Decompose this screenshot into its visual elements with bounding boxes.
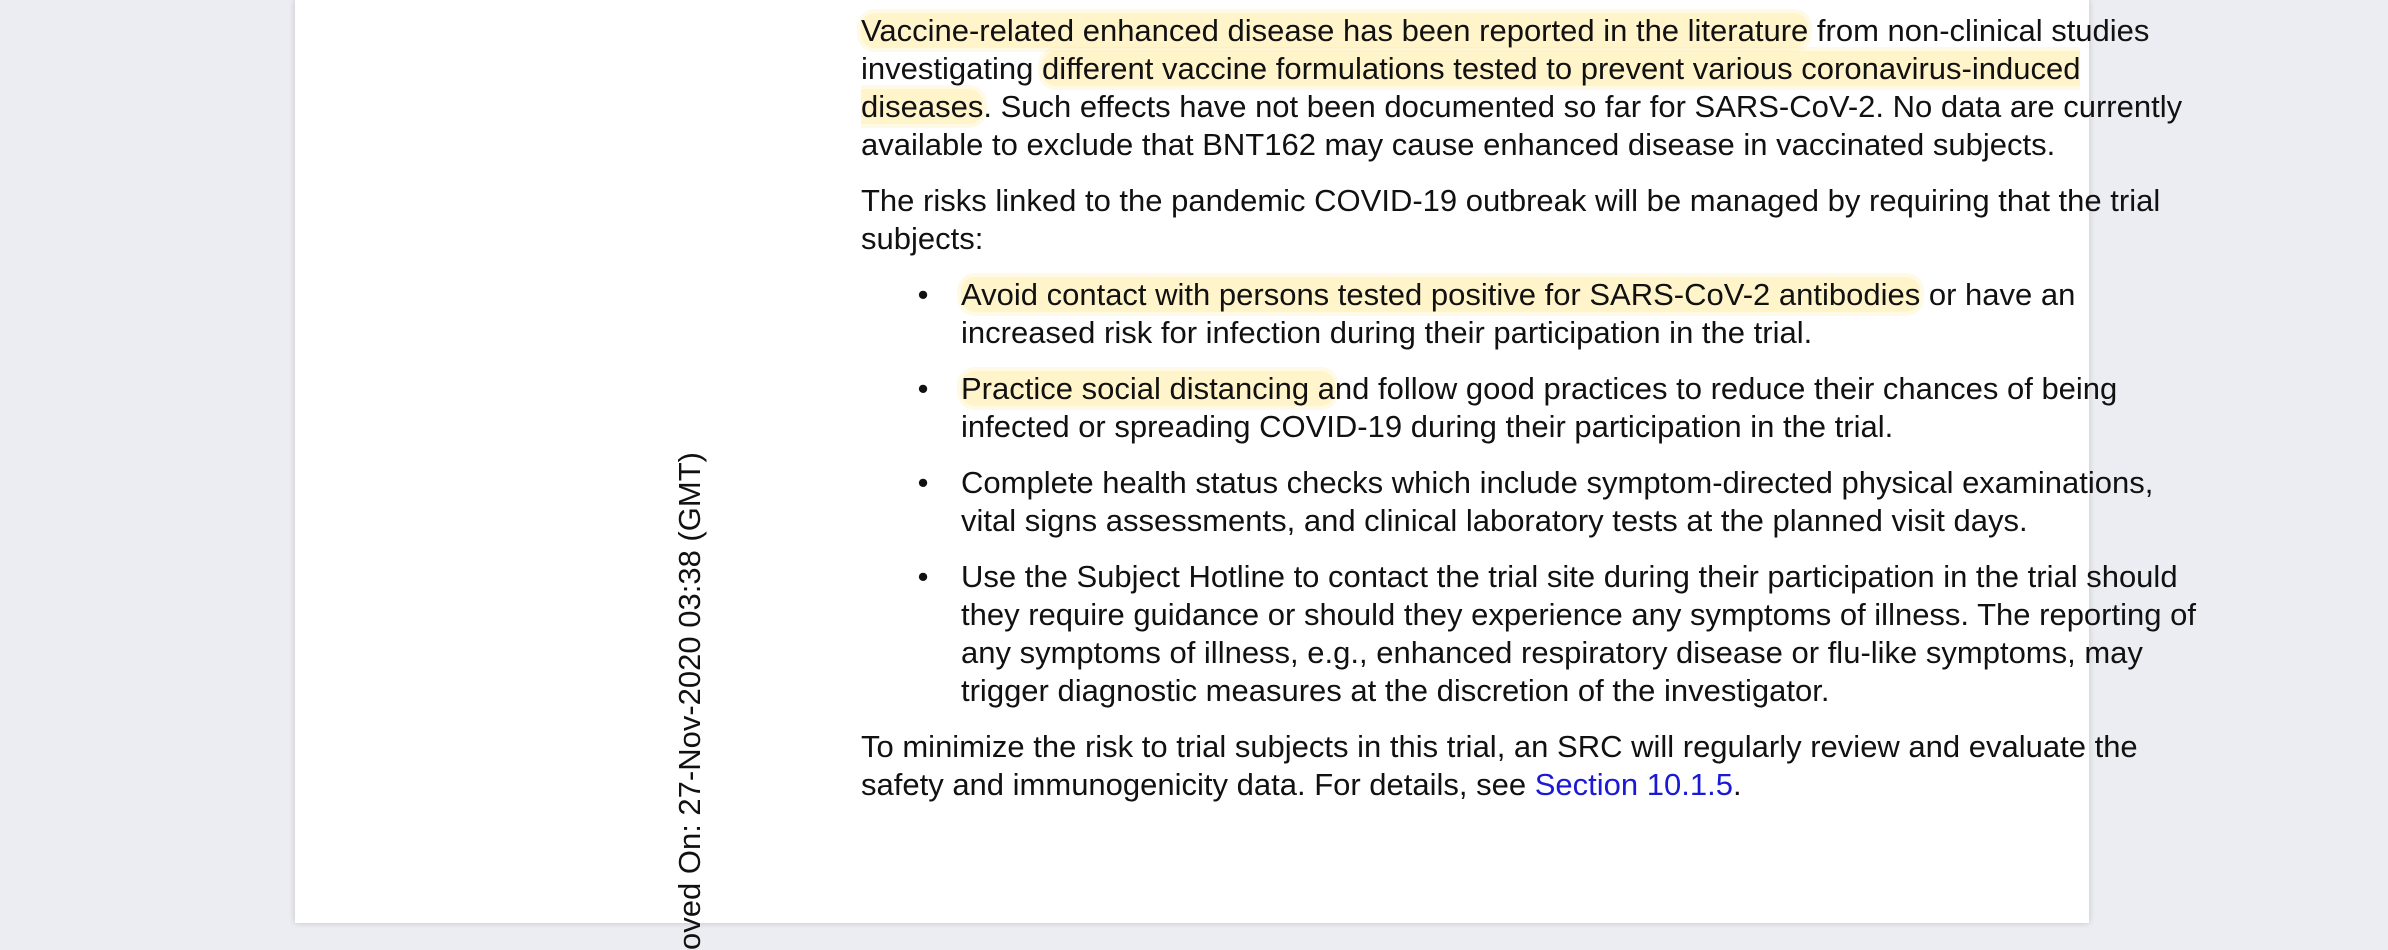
text-run: or have an increased risk for infection during their participation in the trial. <box>961 277 2076 350</box>
text-run: Use the Subject Hotline to contact the trial site during their participation in the trial should they require guidance or should they experience any symptoms of illness. The reporting of any symptoms of illness, e.g., enhanced respiratory disease or flu-like symptoms, may trigger diagnostic measures at the discretion of the investigator. <box>961 559 2196 708</box>
list-item <box>861 558 2201 710</box>
bullet-icon: • <box>917 277 929 312</box>
text-run: . <box>1732 767 1742 802</box>
highlight: Vaccine-related enhanced disease has been reported in the literature <box>861 13 1809 48</box>
document-content <box>861 12 2201 804</box>
paragraph-enhanced-disease <box>861 12 2201 164</box>
bullet-icon: • <box>917 465 929 500</box>
highlight: Avoid contact with persons tested positive for SARS-CoV-2 antibodies <box>961 277 1921 312</box>
text-run: . Such effects have not been documented so far for SARS-CoV-2. No data are currently available to exclude that BNT162 may cause enhanced disease in vaccinated subjects. <box>861 89 2183 162</box>
document-page <box>295 0 2196 950</box>
risk-measures-list <box>861 276 2201 710</box>
paragraph-src-review <box>861 728 2201 804</box>
text-run: To minimize the risk to trial subjects in this trial, an SRC will regularly review and evaluate the safety and immunogenicity data. For details, see <box>861 729 2138 802</box>
highlight: Practice social distancing a <box>961 371 1335 406</box>
list-item <box>861 276 2201 352</box>
text-run: from non-clinical studies investigating <box>861 13 2150 86</box>
list-item <box>861 370 2201 446</box>
approval-stamp: oved On: 27-Nov-2020 03:38 (GMT) <box>672 452 707 950</box>
highlight: different vaccine formulations tested to prevent various coronavirus-induced diseases <box>861 51 2081 124</box>
bullet-icon: • <box>917 371 929 406</box>
text-run: nd follow good practices to reduce their chances of being infected or spreading COVID-19 during their participation in the trial. <box>961 371 2118 444</box>
bullet-icon: • <box>917 559 929 594</box>
list-item <box>861 464 2201 540</box>
section-link[interactable]: Section 10.1.5 <box>1534 767 1733 802</box>
paragraph-risks-intro: The risks linked to the pandemic COVID-19 outbreak will be managed by requiring that the trial subjects: <box>861 183 2161 256</box>
text-run: Complete health status checks which include symptom-directed physical examinations, vital signs assessments, and clinical laboratory tests at the planned visit days. <box>961 465 2154 538</box>
